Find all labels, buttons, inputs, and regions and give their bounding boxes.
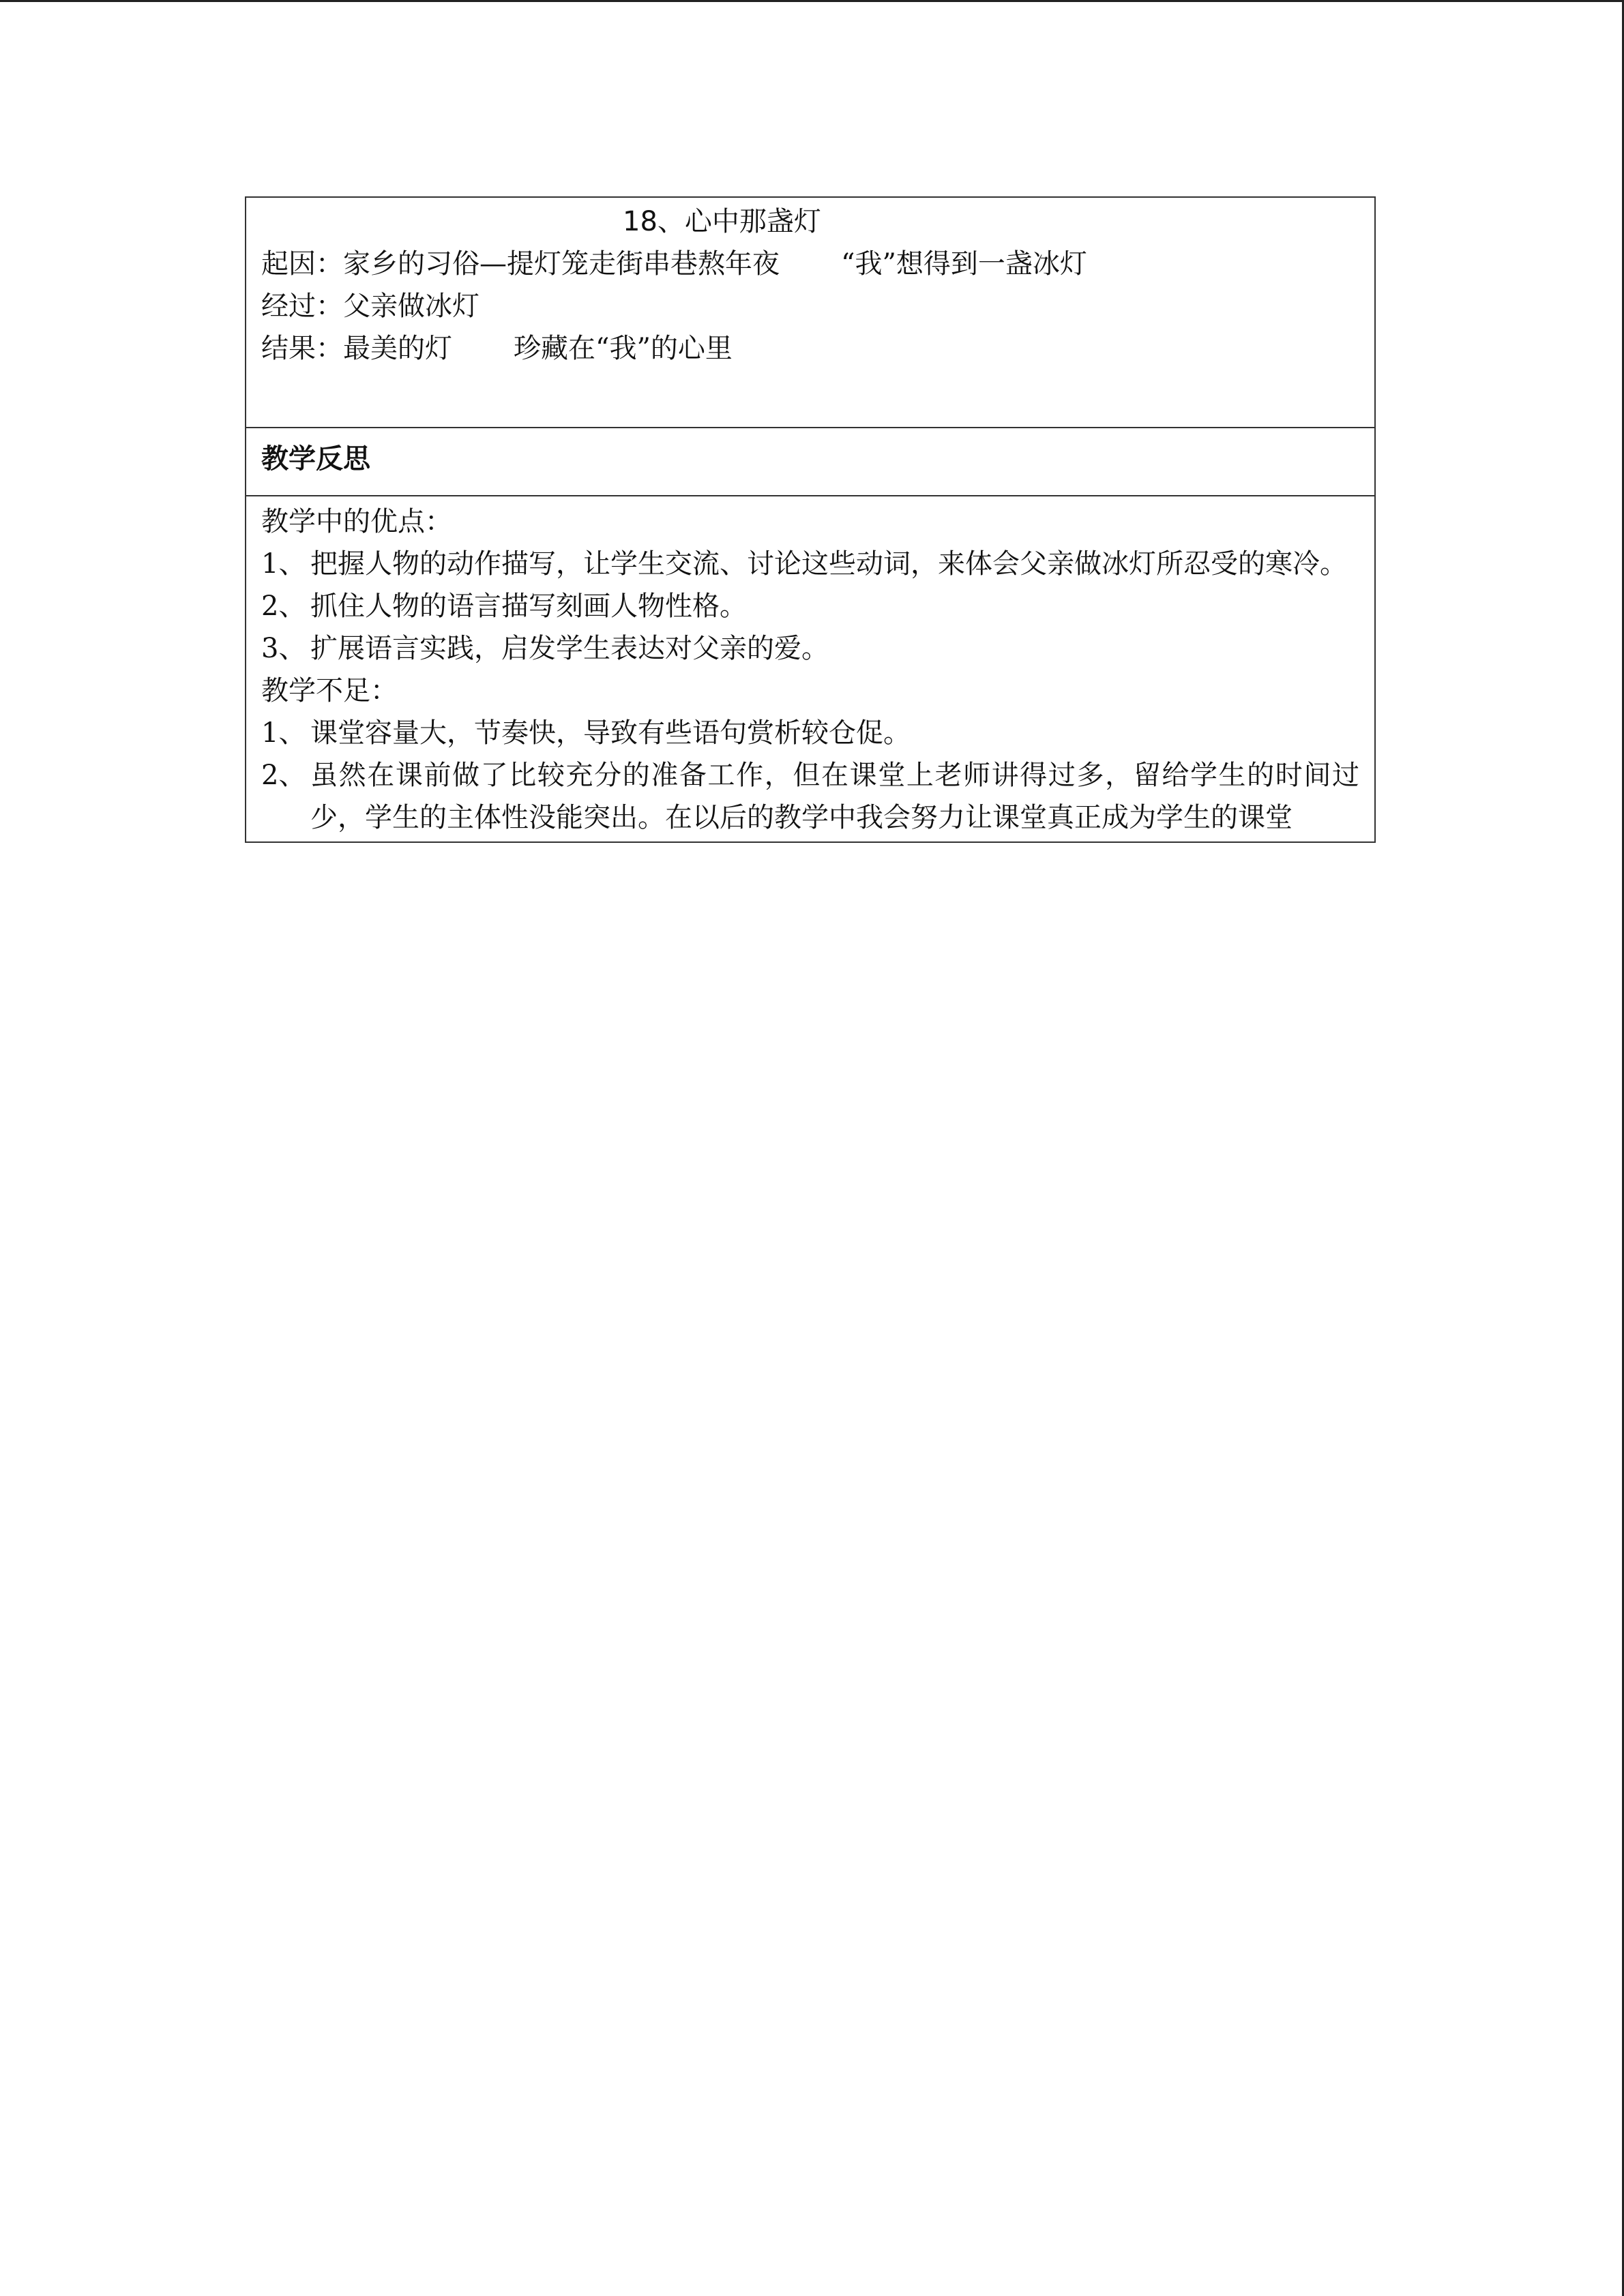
weaknesses-label: 教学不足： (261, 675, 398, 706)
reflection-body-section (246, 496, 1374, 841)
process-line (261, 285, 1359, 327)
list-item (261, 712, 1359, 754)
list-item (261, 585, 1359, 627)
list-item-text: 课堂容量大，节奏快，导致有些语句赏析较仓促。 (310, 717, 911, 749)
cause-line (261, 243, 1359, 285)
cause-text-2: “我”想得到一盏冰灯 (841, 248, 1087, 280)
reflection-heading: 教学反思 (261, 443, 370, 475)
result-text: 最美的灯 (343, 333, 452, 364)
list-item (261, 754, 1359, 839)
lesson-summary-section (246, 198, 1374, 428)
result-line (261, 327, 1359, 370)
list-item-number: 1、 (261, 548, 306, 580)
reflection-heading-section (246, 428, 1374, 496)
list-item-number: 3、 (261, 633, 306, 664)
result-text-2: 珍藏在“我”的心里 (514, 333, 733, 364)
process-text: 父亲做冰灯 (343, 290, 479, 322)
process-label: 经过： (261, 290, 343, 322)
list-item-number: 2、 (261, 591, 306, 622)
lesson-plan-table (245, 196, 1376, 843)
page-edge-top (0, 0, 1624, 2)
strengths-label: 教学中的优点： (261, 506, 452, 537)
list-item-number: 2、 (261, 760, 306, 791)
cause-label: 起因： (261, 248, 343, 280)
cause-text: 家乡的习俗—提灯笼走街串巷熬年夜 (343, 248, 780, 280)
list-item-text: 抓住人物的语言描写刻画人物性格。 (310, 591, 747, 622)
list-item-text: 虽然在课前做了比较充分的准备工作，但在课堂上老师讲得过多，留给学生的时间过少，学生的主体性没能突出。在以后的教学中我会努力让课堂真正成为学生的课堂 (310, 760, 1359, 833)
lesson-title: 18、心中那盏灯 (623, 206, 821, 237)
list-item-text: 把握人物的动作描写，让学生交流、讨论这些动词，来体会父亲做冰灯所忍受的寒冷。 (310, 548, 1347, 580)
list-item (261, 627, 1359, 670)
list-item-number: 1、 (261, 717, 306, 749)
list-item-text: 扩展语言实践，启发学生表达对父亲的爱。 (310, 633, 829, 664)
list-item (261, 543, 1359, 585)
result-label: 结果： (261, 333, 343, 364)
